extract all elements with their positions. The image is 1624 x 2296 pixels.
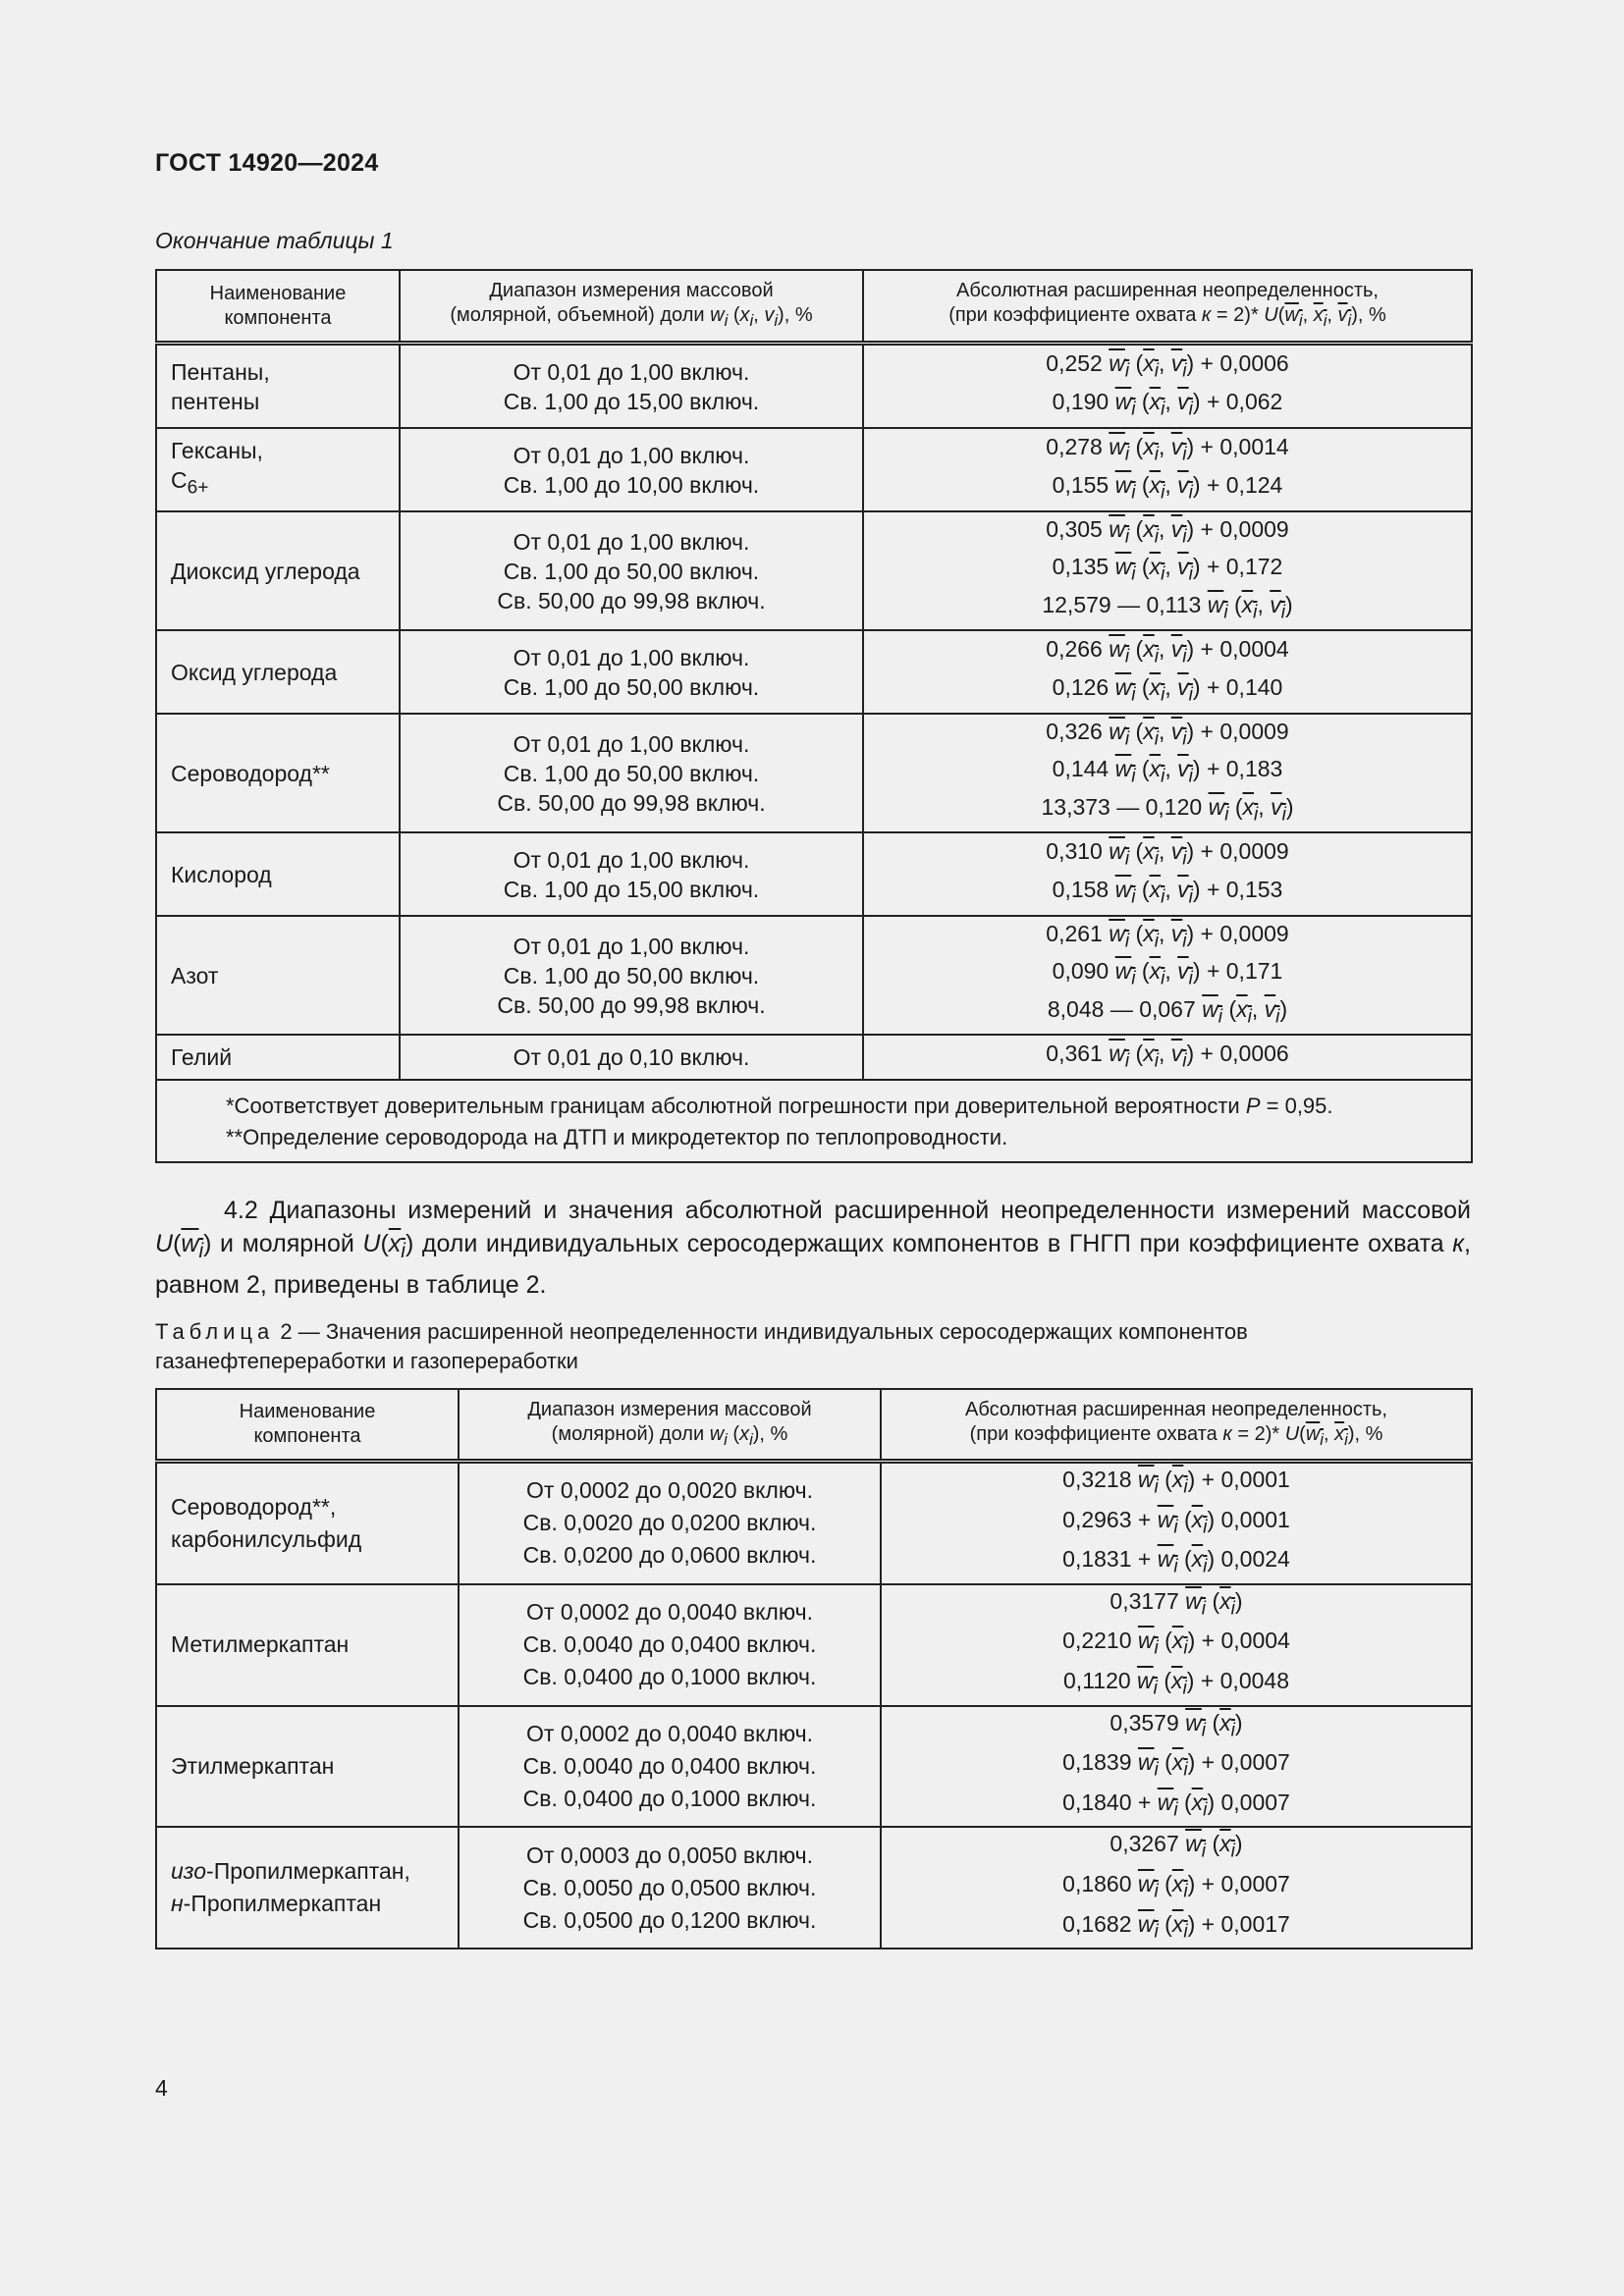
table2-formula-line: 0,1860 $w_i$ $(x_i) + 0,0007$: [1062, 1870, 1290, 1902]
table2-formula-line: 0,3579 $w_i$ $(x_i)$: [1110, 1709, 1243, 1741]
table2-range-line: Св. 0,0400 до 0,1000 включ.: [522, 1785, 817, 1811]
table1-measurement-range: [400, 1035, 863, 1080]
table2-range-line: От 0,0003 до 0,0050 включ.: [526, 1842, 813, 1868]
table2-formula-line: 0,1120 $w_i$ $(x_i) + 0,0048$: [1063, 1667, 1289, 1699]
table2-header-uncertainty: Абсолютная расширенная неопределенность, (при коэффициенте охвата к = 2)* $U(w_i$, $x_i$), %: [881, 1389, 1472, 1462]
table1-formula-line: 0,305 $w_i$ ($x_i$, $v_i) + 0,0009$: [1046, 515, 1289, 548]
table1-component-name-line: пентены: [171, 388, 260, 414]
table2-component-name-line: изо-Пропилмеркаптан,: [171, 1858, 410, 1885]
table1-caption: Окончание таблицы 1: [155, 228, 394, 253]
table1-component-name: [156, 428, 400, 511]
table1-component-name-line: Оксид углерода: [171, 659, 338, 685]
table1-notes-row: [156, 1080, 1472, 1162]
table2-range-line: Св. 0,0050 до 0,0500 включ.: [522, 1874, 817, 1900]
table1-formula-line: 0,252 $w_i$ ($x_i$, $v_i) + 0,0006$: [1046, 349, 1289, 382]
table1-header-row: [156, 270, 1472, 344]
table1-header-uncertainty-sub: (при коэффициенте охвата к = 2)* $U(w_i$, $x_i$, $v_i$), %: [948, 304, 1386, 330]
table1-range-line: Св. 1,00 до 10,00 включ.: [503, 471, 760, 498]
table1-row: [156, 1035, 1472, 1080]
table1-component-name: [156, 511, 400, 630]
document-title: ГОСТ 14920—2024: [155, 149, 379, 177]
table1-uncertainty-formula: [863, 832, 1472, 916]
table2-formula-line: $0,1840 + w_i$ $(x_i)$ 0,0007: [1062, 1789, 1290, 1821]
table2-formula-line: 0,3218 $w_i$ $(x_i) + 0,0001$: [1062, 1467, 1290, 1498]
table1-component-name-line: Диоксид углерода: [171, 558, 360, 584]
table1-component-name: [156, 714, 400, 832]
table1-formula-line: 0,190 $w_i$ ($x_i$, $v_i) + 0,062$: [1052, 388, 1283, 420]
table2-header-name: Наименование компонента: [156, 1389, 459, 1462]
table1-notes: [156, 1080, 1472, 1162]
table1-range-line: От 0,01 до 1,00 включ.: [513, 528, 750, 555]
table1-range-line: От 0,01 до 1,00 включ.: [513, 358, 750, 385]
table1-range-line: Св. 50,00 до 99,98 включ.: [497, 789, 766, 816]
table1-measurement-range: [400, 630, 863, 714]
section-4-2-paragraph: 4.2 Диапазоны измерений и значения абсолютной расширенной неопределенности измерений массовой $U(w_i)$ и молярной $U(x_i)$ доли индивидуальных серосодержащих компонентов в ГНГП при коэффициенте охвата к, равном 2, приведены в таблице 2.: [155, 1197, 1471, 1299]
table1-uncertainty-formula: [863, 1035, 1472, 1080]
table2-range-line: От 0,0002 до 0,0040 включ.: [526, 1599, 813, 1626]
table1-range-line: Св. 1,00 до 50,00 включ.: [503, 673, 760, 700]
table1-component-name-line: Пентаны,: [171, 358, 270, 385]
table2-component-name-line: н-Пропилмеркаптан: [171, 1891, 382, 1917]
table1-row: [156, 714, 1472, 832]
table1-formula-line: 0,090 $w_i$ ($x_i$, $v_i) + 0,171$: [1052, 958, 1283, 989]
table2-range-line: От 0,0002 до 0,0020 включ.: [526, 1477, 813, 1504]
page-number: 4: [155, 2075, 168, 2101]
table2-header-uncertainty-sub: (при коэффициенте охвата к = 2)* $U(w_i$, $x_i$), %: [969, 1422, 1383, 1449]
table1-range-line: Св. 1,00 до 50,00 включ.: [503, 558, 760, 584]
table1-row: [156, 511, 1472, 630]
table2-row: [156, 1462, 1472, 1584]
table1-range-line: Св. 1,00 до 15,00 включ.: [503, 388, 760, 414]
table1-formula-line: 0,310 $w_i$ ($x_i$, $v_i) + 0,0009$: [1046, 837, 1289, 870]
table1-measurement-range: [400, 428, 863, 511]
table1-component-name: [156, 1035, 400, 1080]
table1-component-name-line: Гелий: [171, 1044, 233, 1070]
table2-header-row: [156, 1389, 1472, 1462]
table1-range-line: От 0,01 до 1,00 включ.: [513, 644, 750, 670]
table1-uncertainty-formula: [863, 916, 1472, 1035]
table2-component-name-line: Метилмеркаптан: [171, 1631, 350, 1658]
table2-caption-text: 2 — Значения расширенной неопределенности индивидуальных серосодержащих компонентов газанефтепереработки и газопереработки: [155, 1319, 1248, 1373]
table2-row: [156, 1827, 1472, 1949]
table1-row: [156, 428, 1472, 511]
table2-component-name-line: Сероводород**,: [171, 1493, 337, 1520]
table1-component-name: [156, 630, 400, 714]
table1-formula-line: 0,261 $w_i$ ($x_i$, $v_i) + 0,0009$: [1046, 920, 1289, 952]
table1-range-line: Св. 1,00 до 50,00 включ.: [503, 962, 760, 988]
table1-range-line: От 0,01 до 0,10 включ.: [513, 1044, 750, 1070]
table1-range-line: Св. 50,00 до 99,98 включ.: [497, 991, 766, 1018]
table2-caption-label: Таблица: [155, 1319, 275, 1344]
table2-row: [156, 1584, 1472, 1706]
table2-body: [156, 1462, 1472, 1949]
table1-measurement-range: [400, 344, 863, 429]
table1-range-line: От 0,01 до 1,00 включ.: [513, 846, 750, 873]
table1-formula-line: 0,126 $w_i$ ($x_i$, $v_i) + 0,140$: [1052, 673, 1283, 706]
table2-row: [156, 1706, 1472, 1828]
table1-range-line: От 0,01 до 1,00 включ.: [513, 442, 750, 468]
table1-range-line: Св. 50,00 до 99,98 включ.: [497, 587, 766, 614]
table2-component-name: [156, 1706, 459, 1828]
table2-uncertainty-formula: [881, 1827, 1472, 1949]
table1-formula-line: 0,266 $w_i$ ($x_i$, $v_i) + 0,0004$: [1046, 635, 1289, 667]
table1-component-name-line: Гексаны,: [171, 438, 263, 464]
table1-header-uncertainty: Абсолютная расширенная неопределенность, (при коэффициенте охвата к = 2)* $U(w_i$, $x_i$, $v_i$), %: [863, 270, 1472, 344]
table1-range-line: Св. 1,00 до 15,00 включ.: [503, 876, 760, 902]
table1-formula-line: 0,361 $w_i$ ($x_i$, $v_i) + 0,0006$: [1046, 1040, 1289, 1072]
table2: [155, 1388, 1473, 1949]
table2-component-name: [156, 1584, 459, 1706]
table1-formula-line: 0,144 $w_i$ ($x_i$, $v_i) + 0,183$: [1052, 756, 1283, 787]
table1-uncertainty-formula: [863, 344, 1472, 429]
table1-row: [156, 832, 1472, 916]
table1-formula-line: 0,158 $w_i$ ($x_i$, $v_i) + 0,153$: [1052, 876, 1283, 908]
table1-formula-line: 0,326 $w_i$ ($x_i$, $v_i) + 0,0009$: [1046, 718, 1289, 750]
table2-component-name-line: Этилмеркаптан: [171, 1752, 335, 1779]
table2-header-range-sub: (молярной) доли $w_i$ $(x_i)$, %: [551, 1422, 788, 1449]
table2-range-line: Св. 0,0040 до 0,0400 включ.: [522, 1752, 817, 1779]
table1-header-range: Диапазон измерения массовой (молярной, объемной) доли $w_i$ ($x_i$, $v_i$), %: [400, 270, 863, 344]
table1-uncertainty-formula: [863, 630, 1472, 714]
table2-measurement-range: [459, 1827, 881, 1949]
table1-uncertainty-formula: [863, 714, 1472, 832]
table1-measurement-range: [400, 714, 863, 832]
table2-range-line: Св. 0,0200 до 0,0600 включ.: [522, 1542, 817, 1569]
table2-range-line: Св. 0,0040 до 0,0400 включ.: [522, 1631, 817, 1658]
table2-caption: [155, 1317, 1471, 1376]
table1-row: [156, 630, 1472, 714]
table1-measurement-range: [400, 511, 863, 630]
table2-uncertainty-formula: [881, 1584, 1472, 1706]
table1-row: [156, 344, 1472, 429]
table2-formula-line: 0,1682 $w_i$ $(x_i) + 0,0017$: [1062, 1910, 1290, 1943]
table2-range-line: Св. 0,0020 до 0,0200 включ.: [522, 1510, 817, 1536]
table1-component-name-line: Сероводород**: [171, 760, 330, 786]
table1-measurement-range: [400, 832, 863, 916]
table2-component-name-line: карбонилсульфид: [171, 1525, 362, 1552]
table1-formula-line: 13,373 — 0,120 $w_i$ ($x_i$, $v_i$): [1041, 793, 1294, 826]
table1-range-line: Св. 1,00 до 50,00 включ.: [503, 760, 760, 786]
table1-component-name: [156, 344, 400, 429]
table2-range-line: Св. 0,0400 до 0,1000 включ.: [522, 1664, 817, 1690]
table1-formula-line: 0,135 $w_i$ ($x_i$, $v_i) + 0,172$: [1052, 554, 1283, 585]
table2-formula-line: 0,3177 $w_i$ $(x_i)$: [1110, 1587, 1243, 1620]
table2-formula-line: 0,3267 $w_i$ $(x_i)$: [1110, 1831, 1243, 1862]
table2-uncertainty-formula: [881, 1462, 1472, 1584]
table1-formula-line: 0,155 $w_i$ ($x_i$, $v_i) + 0,124$: [1052, 471, 1283, 504]
table2-measurement-range: [459, 1706, 881, 1828]
table2-measurement-range: [459, 1584, 881, 1706]
table1-row: [156, 916, 1472, 1035]
table2-header-range: Диапазон измерения массовой (молярной) доли $w_i$ $(x_i)$, %: [459, 1389, 881, 1462]
table1-header-range-sub: (молярной, объемной) доли $w_i$ ($x_i$, $v_i$), %: [450, 304, 813, 330]
table1-formula-line: 0,278 $w_i$ ($x_i$, $v_i) + 0,0014$: [1046, 433, 1289, 465]
table2-range-line: От 0,0002 до 0,0040 включ.: [526, 1720, 813, 1746]
table1-range-line: От 0,01 до 1,00 включ.: [513, 730, 750, 757]
table2-measurement-range: [459, 1462, 881, 1584]
table2-component-name: [156, 1462, 459, 1584]
table1-formula-line: 8,048 — 0,067 $w_i$ ($x_i$, $v_i$): [1047, 995, 1288, 1028]
table2-formula-line: 0,2210 $w_i$ $(x_i) + 0,0004$: [1062, 1628, 1290, 1659]
table2-formula-line: $0,1831 + w_i$ $(x_i)$ 0,0024: [1062, 1546, 1290, 1577]
table1-uncertainty-formula: [863, 428, 1472, 511]
table1-formula-line: 12,579 — 0,113 $w_i$ ($x_i$, $v_i$): [1042, 591, 1293, 623]
table1-component-name-line: $C_{6+}$: [171, 467, 209, 499]
table2-formula-line: 0,1839 $w_i$ $(x_i) + 0,0007$: [1062, 1749, 1290, 1781]
table1-body: [156, 344, 1472, 1081]
table1-note-1: *Соответствует доверительным границам абсолютной погрешности при доверительной вероятности P = 0,95.: [226, 1094, 1333, 1118]
table1-note-2: **Определение сероводорода на ДТП и микродетектор по теплопроводности.: [226, 1125, 1008, 1149]
table2-range-line: Св. 0,0500 до 0,1200 включ.: [522, 1906, 817, 1933]
table1-component-name-line: Кислород: [171, 861, 272, 887]
table1-component-name: [156, 832, 400, 916]
table1-header-name: Наименование компонента: [156, 270, 400, 344]
table2-formula-line: $0,2963 + w_i$ $(x_i)$ 0,0001: [1062, 1506, 1290, 1538]
table1-component-name-line: Азот: [171, 962, 219, 988]
table1: [155, 269, 1473, 1163]
table1-component-name: [156, 916, 400, 1035]
table2-component-name: [156, 1827, 459, 1949]
table2-uncertainty-formula: [881, 1706, 1472, 1828]
table1-uncertainty-formula: [863, 511, 1472, 630]
table1-measurement-range: [400, 916, 863, 1035]
table1-range-line: От 0,01 до 1,00 включ.: [513, 933, 750, 959]
